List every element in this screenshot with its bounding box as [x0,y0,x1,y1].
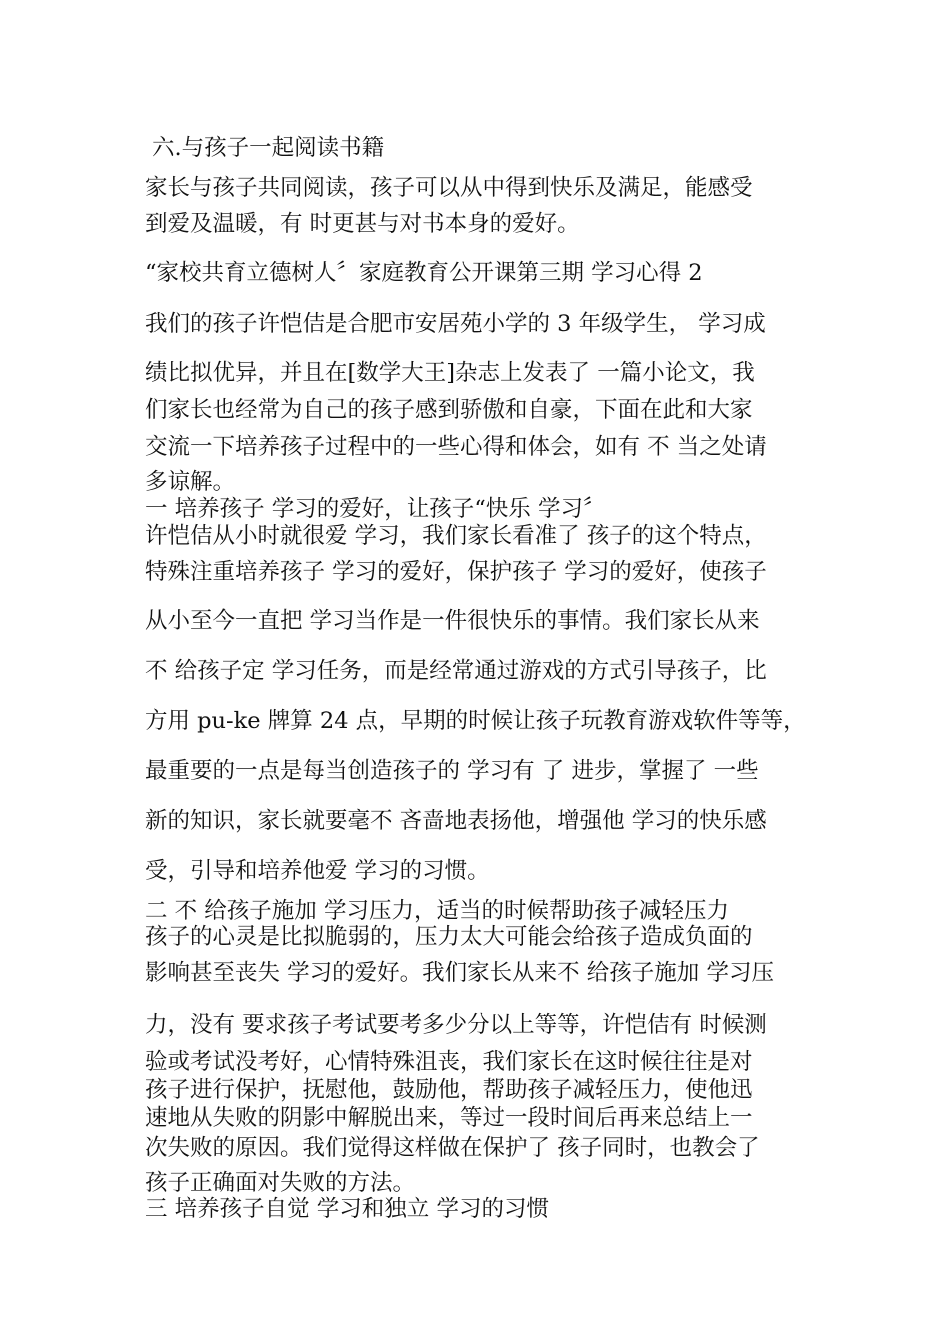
section-2-line-7: 次失败的原因。我们觉得这样做在保护了 孩子同时，也教会了 [145,1135,760,1161]
section-3-heading: 三 培养孩子自觉 学习和独立 学习的习惯 [145,1196,549,1222]
document-title: “家校共育立德树人〞家庭教育公开课第三期 学习心得 2 [145,260,703,286]
section-six-line-2: 到爱及温暖，有 时更甚与对书本身的爱好。 [145,211,580,237]
intro-line-2: 绩比拟优异，并且在[数学大王]杂志上发表了 一篇小论文，我 [145,360,755,386]
section-2-line-2: 影响甚至丧失 学习的爱好。我们家长从来不 给孩子施加 学习压 [145,960,774,986]
section-2-line-6: 速地从失败的阴影中解脱出来，等过一段时间后再来总结上一 [145,1105,753,1131]
section-1-line-7: 新的知识，家长就要毫不 吝啬地表扬他，增强他 学习的快乐感 [145,808,767,834]
section-1-heading: 一 培养孩子 学习的爱好，让孩子“快乐 学习〞 [145,496,606,522]
section-2-line-5: 孩子进行保护，抚慰他，鼓励他，帮助孩子减轻压力，使他迅 [145,1077,753,1103]
section-1-line-8: 受，引导和培养他爱 学习的习惯。 [145,858,490,884]
intro-line-4: 交流一下培养孩子过程中的一些心得和体会，如有 不 当之处请 [145,434,767,460]
section-2-line-4: 验或考试没考好，心情特殊沮丧，我们家长在这时候往往是对 [145,1049,753,1075]
section-2-heading: 二 不 给孩子施加 学习压力，适当的时候帮助孩子减轻压力 [145,898,729,924]
section-1-line-2: 特殊注重培养孩子 学习的爱好，保护孩子 学习的爱好，使孩子 [145,559,767,585]
section-2-line-1: 孩子的心灵是比拟脆弱的，压力太大可能会给孩子造成负面的 [145,924,753,950]
section-2-line-3: 力，没有 要求孩子考试要考多少分以上等等，许恺佶有 时候测 [145,1012,767,1038]
intro-line-3: 们家长也经常为自己的孩子感到骄傲和自豪，下面在此和大家 [145,397,753,423]
intro-line-1: 我们的孩子许恺佶是合肥市安居苑小学的 3 年级学生， 学习成 [145,311,766,337]
intro-line-5: 多谅解。 [145,469,236,495]
section-1-line-1: 许恺佶从小时就很爱 学习，我们家长看准了 孩子的这个特点， [145,523,767,549]
section-1-line-6: 最重要的一点是每当创造孩子的 学习有 了 进步，掌握了 一些 [145,758,759,784]
section-2-line-8: 孩子正确面对失败的方法。 [145,1170,416,1196]
section-1-line-4: 不 给孩子定 学习任务，而是经常通过游戏的方式引导孩子，比 [145,658,767,684]
section-six-heading: 六.与孩子一起阅读书籍 [152,135,385,161]
section-six-line-1: 家长与孩子共同阅读，孩子可以从中得到快乐及满足，能感受 [145,175,753,201]
section-1-line-3: 从小至今一直把 学习当作是一件很快乐的事情。我们家长从来 [145,608,760,634]
section-1-line-5: 方用 pu-ke 牌算 24 点，早期的时候让孩子玩教育游戏软件等等， [145,708,806,734]
